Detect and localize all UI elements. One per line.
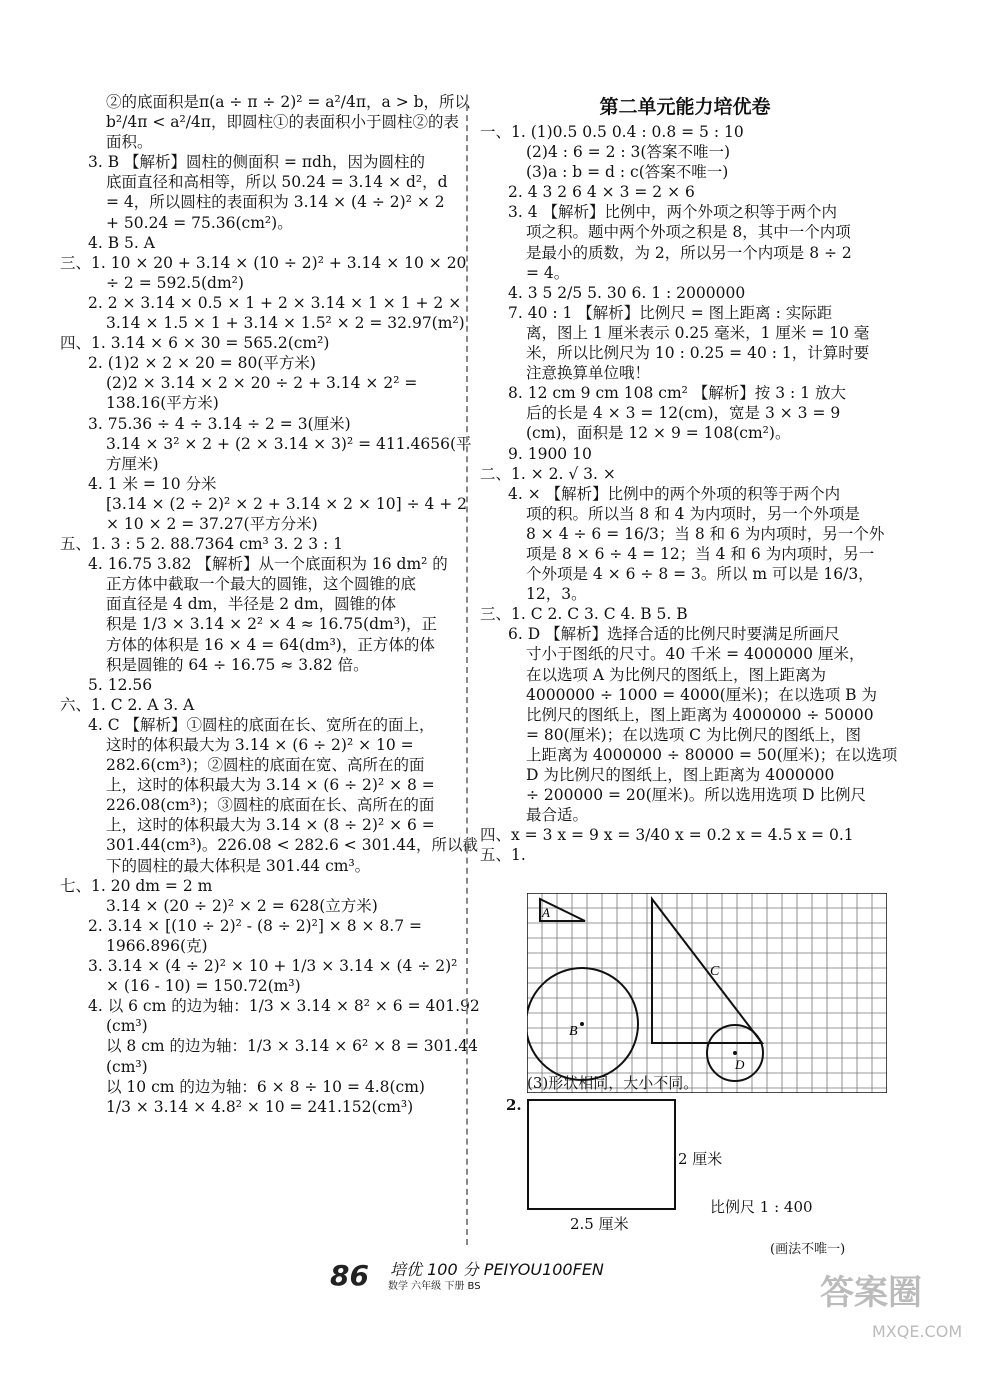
text-line: 在以选项 A 为比例尺的图纸上，图上距离为 <box>526 665 827 684</box>
text-line: ÷ 2 = 592.5(dm²) <box>106 273 244 292</box>
scale-label: 比例尺 1 : 400 <box>710 1198 813 1216</box>
label-a: A <box>542 905 550 920</box>
watermark-url: MXQE.COM <box>872 1322 963 1341</box>
text-line: 方厘米) <box>106 454 159 473</box>
text-line: 2. 4 3 2 6 4 × 3 = 2 × 6 <box>508 183 695 202</box>
text-line: b²/4π < a²/4π，即圆柱①的表面积小于圆柱②的表 <box>106 113 459 132</box>
q2-label: 2. <box>506 1096 522 1114</box>
width-label: 2.5 厘米 <box>570 1215 629 1233</box>
text-line: 五、1. <box>480 846 526 865</box>
text-line: 积是 1/3 × 3.14 × 2² × 4 ≈ 16.75(dm³)，正 <box>106 615 437 634</box>
text-line: 3. 75.36 ÷ 4 ÷ 3.14 ÷ 2 = 3(厘米) <box>88 414 351 433</box>
page-number: 86 <box>330 1259 369 1292</box>
text-line: 12，3。 <box>526 585 587 604</box>
text-line: 五、1. 3 : 5 2. 88.7364 cm³ 3. 2 3 : 1 <box>60 535 344 554</box>
text-line: 项是 8 × 6 ÷ 4 = 12；当 4 和 6 为内项时，另一 <box>526 544 875 563</box>
text-line: 项之积。题中两个外项之积是 8，其中一个内项 <box>526 223 851 242</box>
text-line: 3. 4 【解析】比例中，两个外项之积等于两个内 <box>508 203 838 222</box>
text-line: 底面直径和高相等，所以 50.24 = 3.14 × d²，d <box>106 173 448 192</box>
text-line: [3.14 × (2 ÷ 2)² × 2 + 3.14 × 2 × 10] ÷ 4 + 2 <box>106 494 468 513</box>
book-info: 数学 六年级 下册 BS <box>388 1281 481 1292</box>
text-line: ÷ 200000 = 20(厘米)。所以选用选项 D 比例尺 <box>526 786 867 805</box>
text-line: 5. 12.56 <box>88 675 153 694</box>
text-line: (2)2 × 3.14 × 2 × 20 ÷ 2 + 3.14 × 2² = <box>106 374 418 393</box>
text-line: 3. 3.14 × (4 ÷ 2)² × 10 + 1/3 × 3.14 × (4 ÷ 2)² <box>88 957 458 976</box>
text-line: 4. B 5. A <box>88 233 155 252</box>
text-line: 上，这时的体积最大为 3.14 × (8 ÷ 2)² × 6 = <box>106 816 435 835</box>
text-line: 项的积。所以当 8 和 4 为内项时，另一个外项是 <box>526 504 860 523</box>
text-line: 4. 1 米 = 10 分米 <box>88 474 217 493</box>
text-line: + 50.24 = 75.36(cm²)。 <box>106 213 293 232</box>
text-line: 比例尺的图纸上，图上距离为 4000000 ÷ 50000 <box>526 705 874 724</box>
text-line: 注意换算单位哦！ <box>526 364 651 383</box>
text-line: (3)a : b = d : c(答案不唯一) <box>526 163 729 182</box>
text-line: 上距离为 4000000 ÷ 80000 = 50(厘米)；在以选项 <box>526 745 898 764</box>
text-line: 3.14 × (20 ÷ 2)² × 2 = 628(立方米) <box>106 896 378 915</box>
text-line: 2. (1)2 × 2 × 20 = 80(平方米) <box>88 354 316 373</box>
text-line: 四、x = 3 x = 9 x = 3/40 x = 0.2 x = 4.5 x = 0.1 <box>480 826 854 845</box>
text-line: 正方体中截取一个最大的圆锥，这个圆锥的底 <box>106 575 417 594</box>
text-line: 6. D 【解析】选择合适的比例尺时要满足所画尺 <box>508 625 840 644</box>
text-line: 4. 以 6 cm 的边为轴：1/3 × 3.14 × 8² × 6 = 401.92 <box>88 997 480 1016</box>
drawing-note: (画法不唯一) <box>770 1242 846 1257</box>
text-line: = 80(厘米)；在以选项 C 为比例尺的图纸上，图 <box>526 725 861 744</box>
text-line: 寸小于图纸的尺寸。40 千米 = 4000000 厘米， <box>526 645 865 664</box>
watermark-logo: 答案圈 <box>820 1273 922 1313</box>
text-line: 3.14 × 1.5 × 1 + 3.14 × 1.5² × 2 = 32.97(m²) <box>106 314 465 333</box>
text-line: 226.08(cm³)；③圆柱的底面在长、高所在的面 <box>106 796 435 815</box>
text-line: 七、1. 20 dm = 2 m <box>60 876 213 895</box>
text-line: 是最小的质数，为 2，所以另一个内项是 8 ÷ 2 <box>526 243 852 262</box>
shape-d-center <box>733 1051 737 1055</box>
text-line: 4000000 ÷ 1000 = 4000(厘米)；在以选项 B 为 <box>526 685 877 704</box>
text-line: 2. 3.14 × [(10 ÷ 2)² - (8 ÷ 2)²] × 8 × 8.7 = <box>88 916 422 935</box>
text-line: 三、1. 10 × 20 + 3.14 × (10 ÷ 2)² + 3.14 × 10 × 20 <box>60 253 467 272</box>
text-line: 2. 2 × 3.14 × 0.5 × 1 + 2 × 3.14 × 1 × 1 + 2 × <box>88 293 462 312</box>
text-line: 4. 3 5 2/5 5. 30 6. 1 : 2000000 <box>508 283 746 302</box>
text-line: (cm³) <box>106 1017 148 1036</box>
page-footer <box>320 1255 720 1295</box>
text-line: ②的底面积是π(a ÷ π ÷ 2)² = a²/4π，a > b，所以 <box>106 93 471 111</box>
shape-b-center <box>580 1022 584 1026</box>
text-line: (2)4 : 6 = 2 : 3(答案不唯一) <box>526 143 730 162</box>
text-line: 8 × 4 ÷ 6 = 16/3；当 8 和 6 为内项时，另一个外 <box>526 524 885 543</box>
text-line: × 10 × 2 = 37.27(平方分米) <box>106 514 318 533</box>
text-line: 301.44(cm³)。226.08 < 282.6 < 301.44，所以截 <box>106 836 478 855</box>
text-line: 9. 1900 10 <box>508 444 592 463</box>
text-line: D 为比例尺的图纸上，图上距离为 4000000 <box>526 766 835 784</box>
left-column <box>60 92 480 1117</box>
column-divider <box>466 95 468 1245</box>
label-c: C <box>710 964 720 979</box>
brand-name: 培优 100 分 PEIYOU100FEN <box>390 1260 604 1279</box>
text-line: 最合适。 <box>526 806 589 825</box>
text-line: 以 8 cm 的边为轴：1/3 × 3.14 × 6² × 8 = 301.44 <box>106 1037 479 1056</box>
height-label: 2 厘米 <box>678 1150 723 1168</box>
text-line: (cm)，面积是 12 × 9 = 108(cm²)。 <box>526 424 791 443</box>
label-b: B <box>569 1024 578 1039</box>
section-title: 第二单元能力培优卷 <box>599 96 771 118</box>
text-line: 米，所以比例尺为 10 : 0.25 = 40 : 1，计算时要 <box>526 344 870 363</box>
text-line: 方体的体积是 16 × 4 = 64(dm³)，正方体的体 <box>106 635 435 654</box>
text-line: 下的圆柱的最大体积是 301.44 cm³。 <box>106 856 371 875</box>
text-line: 138.16(平方米) <box>106 394 219 413</box>
figure-caption: (3)形状相同，大小不同。 <box>527 1074 699 1092</box>
right-column <box>480 92 898 865</box>
label-d: D <box>735 1057 745 1072</box>
text-line: (cm³) <box>106 1057 148 1076</box>
text-line: 面积。 <box>106 133 153 152</box>
text-line: 3.14 × 3² × 2 + (2 × 3.14 × 3)² = 411.4656(平 <box>106 434 472 453</box>
text-line: 282.6(cm³)；②圆柱的底面在宽、高所在的面 <box>106 756 425 775</box>
text-line: 四、1. 3.14 × 6 × 30 = 565.2(cm²) <box>60 334 330 353</box>
text-line: 上，这时的体积最大为 3.14 × (6 ÷ 2)² × 8 = <box>106 776 435 795</box>
text-line: 这时的体积最大为 3.14 × (6 ÷ 2)² × 10 = <box>106 736 414 754</box>
text-line: 个外项是 4 × 6 ÷ 8 = 3。所以 m 可以是 16/3， <box>526 565 874 584</box>
text-line: 1/3 × 3.14 × 4.8² × 10 = 241.152(cm³) <box>106 1097 414 1116</box>
text-line: 一、1. (1)0.5 0.5 0.4 : 0.8 = 5 : 10 <box>480 123 744 141</box>
text-line: 后的长是 4 × 3 = 12(cm)，宽是 3 × 3 = 9 <box>526 404 841 423</box>
text-line: 以 10 cm 的边为轴：6 × 8 ÷ 10 = 4.8(cm) <box>106 1077 425 1096</box>
text-line: 离，图上 1 厘米表示 0.25 毫米，1 厘米 = 10 毫 <box>526 323 870 342</box>
text-line: 4. C 【解析】①圆柱的底面在长、宽所在的面上， <box>88 715 435 734</box>
text-line: 8. 12 cm 9 cm 108 cm² 【解析】按 3 : 1 放大 <box>508 384 846 403</box>
scaled-rectangle <box>527 1099 676 1210</box>
text-line: 3. B 【解析】圆柱的侧面积 = πdh，因为圆柱的 <box>88 153 425 172</box>
text-line: = 4。 <box>526 263 570 282</box>
text-line: 1966.896(克) <box>106 936 208 955</box>
text-line: 7. 40 : 1 【解析】比例尺 = 图上距离 : 实际距 <box>508 303 833 322</box>
text-line: × (16 - 10) = 150.72(m³) <box>106 977 301 996</box>
text-line: 六、1. C 2. A 3. A <box>60 695 195 714</box>
text-line: 三、1. C 2. C 3. C 4. B 5. B <box>480 605 688 624</box>
text-line: 二、1. × 2. √ 3. × <box>480 464 616 483</box>
text-line: = 4，所以圆柱的表面积为 3.14 × (4 ÷ 2)² × 2 <box>106 193 445 212</box>
text-line: 面直径是 4 dm，半径是 2 dm，圆锥的体 <box>106 595 397 614</box>
text-line: 4. × 【解析】比例中的两个外项的积等于两个内 <box>508 484 841 503</box>
text-line: 积是圆锥的 64 ÷ 16.75 ≈ 3.82 倍。 <box>106 655 369 674</box>
grid-figure <box>527 893 887 1093</box>
text-line: 4. 16.75 3.82 【解析】从一个底面积为 16 dm² 的 <box>88 555 448 574</box>
